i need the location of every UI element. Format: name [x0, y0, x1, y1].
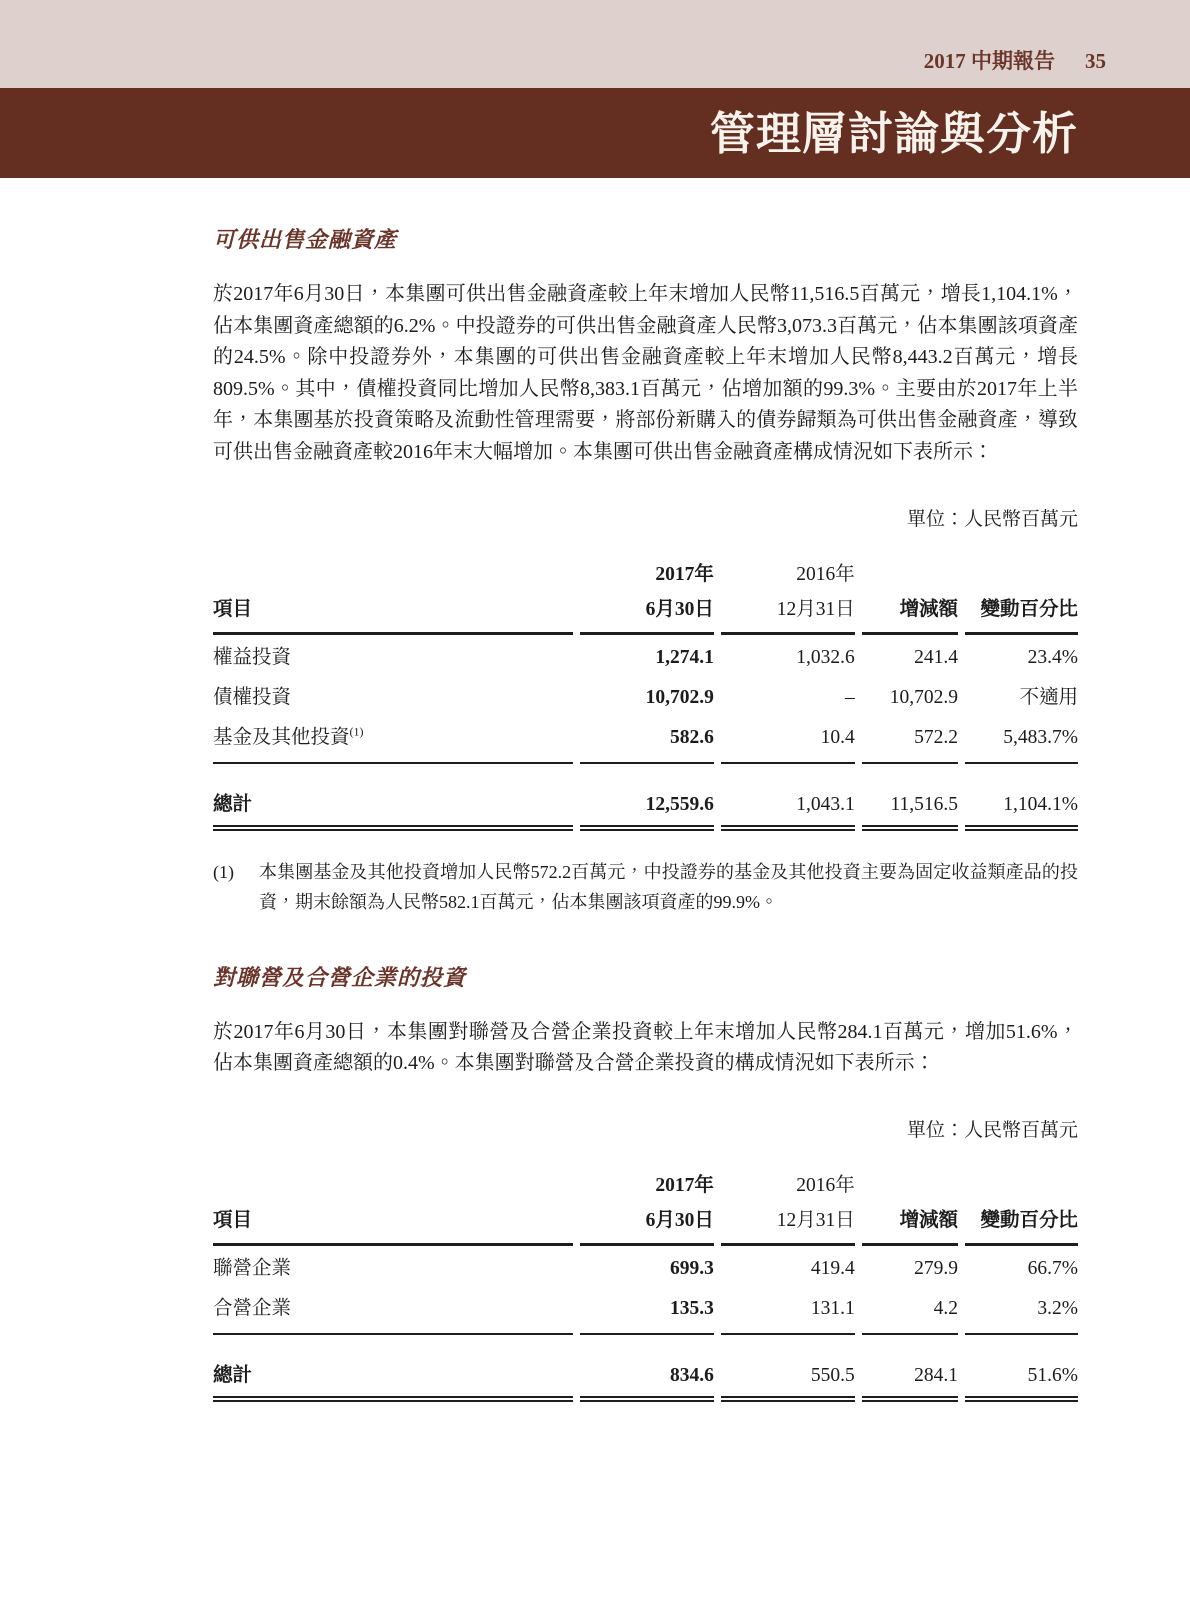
- value-change: 241.4: [914, 646, 958, 668]
- unit-label-afs: 單位：人民幣百萬元: [906, 508, 1078, 530]
- value-pct: 23.4%: [1027, 646, 1078, 668]
- paragraph-jv: 於2017年6月30日，本集團對聯營及合營企業投資較上年末增加人民幣284.1百萬元，增加51.6%，佔本集團資產總額的0.4%。本集團對聯營及合營企業投資的構成情況如下表所示：: [213, 1020, 1078, 1075]
- col-header-date-2016: 12月31日: [721, 1199, 855, 1246]
- empty-cell: [213, 1164, 573, 1199]
- col-header-date-2016: 12月31日: [721, 588, 855, 635]
- page-number: 35: [1085, 49, 1106, 73]
- value-2016: 131.1: [721, 1286, 855, 1335]
- row-label: 聯營企業: [213, 1257, 292, 1279]
- footnote-text: 本集團基金及其他投資增加人民幣572.2百萬元，中投證券的基金及其他投資主要為固定收益類產品的投資，期末餘額為人民幣582.1百萬元，佔本集團該項資產的99.9%。: [259, 861, 1078, 912]
- value-change: 4.2: [862, 1286, 958, 1335]
- empty-cell: [862, 553, 958, 588]
- total-label: 總計: [213, 764, 573, 831]
- value-2017: 699.3: [669, 1257, 714, 1279]
- year-2016-header: 2016年: [796, 563, 855, 585]
- jv-table-year-row: [213, 1164, 1078, 1199]
- value-change: 10,702.9: [889, 686, 958, 708]
- year-2017-header: 2017年: [655, 1174, 714, 1196]
- table-row-debt-investments: [213, 675, 1078, 715]
- table-row-total: [213, 1335, 1078, 1402]
- col-header-change: 增減額: [862, 1199, 958, 1246]
- col-header-item: 項目: [213, 588, 573, 635]
- table-row-total: [213, 764, 1078, 831]
- col-header-change: 增減額: [862, 588, 958, 635]
- value-2016: 1,032.6: [796, 646, 855, 668]
- total-pct: 1,104.1%: [965, 764, 1078, 831]
- jv-table-header-row: [213, 1199, 1078, 1246]
- col-header-date-2017: 6月30日: [580, 1199, 714, 1246]
- footnote-marker: (1): [213, 861, 234, 882]
- total-2016: 550.5: [721, 1335, 855, 1402]
- total-2017: 12,559.6: [580, 764, 714, 831]
- row-label: 債權投資: [213, 686, 292, 708]
- row-label: 基金及其他投資$^{(1)}$: [213, 715, 573, 764]
- report-title-label: 2017 中期報告: [923, 49, 1055, 73]
- value-2017: 10,702.9: [645, 686, 714, 708]
- value-2016: 10.4: [721, 715, 855, 764]
- afs-table-year-row: [213, 553, 1078, 588]
- value-change: 572.2: [862, 715, 958, 764]
- col-header-pct: 變動百分比: [965, 588, 1078, 635]
- page-header-band: [0, 0, 1190, 88]
- col-header-date-2017: 6月30日: [580, 588, 714, 635]
- total-label: 總計: [213, 1335, 573, 1402]
- empty-cell: [965, 553, 1078, 588]
- empty-cell: [965, 1164, 1078, 1199]
- value-pct: 3.2%: [965, 1286, 1078, 1335]
- total-2017: 834.6: [580, 1335, 714, 1402]
- value-pct: 5,483.7%: [965, 715, 1078, 764]
- afs-table: [206, 553, 1085, 831]
- empty-cell: [862, 1164, 958, 1199]
- afs-table-header-row: [213, 588, 1078, 635]
- page-content: [0, 223, 1190, 1402]
- running-header: [924, 45, 1106, 75]
- paragraph-afs: 於2017年6月30日，本集團可供出售金融資產較上年末增加人民幣11,516.5百萬元，增長1,104.1%，佔本集團資產總額的6.2%。中投證券的可供出售金融資產人民幣3,073.3百萬元，佔本集團該項資產的24.5%。除中投證券外，本集團的可供出售金融資產較上年末增加人民幣8,443.2百萬元，增長809.5%。其中，債權投資同比增加人民幣8,383.1百萬元，佔增加額的99.3%。主要由於2017年上半年，本集團基於投資策略及流動性管理需要，將部份新購入的債券歸類為可供出售金融資產，導致可供出售金融資產較2016年末大幅增加。本集團可供出售金融資產構成情況如下表所示：: [213, 283, 1078, 463]
- value-2017: 582.6: [580, 715, 714, 764]
- row-label: 權益投資: [213, 646, 292, 668]
- footnote-1: [213, 857, 1078, 917]
- table-row-joint-ventures: [213, 1286, 1078, 1335]
- section-heading-jv: 對聯營及合營企業的投資: [213, 964, 467, 990]
- value-change: 279.9: [914, 1257, 958, 1279]
- table-row-associates: [213, 1246, 1078, 1286]
- jv-table: [206, 1164, 1085, 1402]
- table-row-equity-investments: [213, 635, 1078, 675]
- total-2016: 1,043.1: [721, 764, 855, 831]
- value-2017: 135.3: [580, 1286, 714, 1335]
- col-header-item: 項目: [213, 1199, 573, 1246]
- col-header-pct: 變動百分比: [965, 1199, 1078, 1246]
- value-pct: 不適用: [1019, 686, 1078, 708]
- value-pct: 66.7%: [1027, 1257, 1078, 1279]
- year-2017-header: 2017年: [655, 563, 714, 585]
- chapter-title: 管理層討論與分析: [709, 109, 1078, 159]
- unit-label-jv: 單位：人民幣百萬元: [906, 1119, 1078, 1141]
- value-2017: 1,274.1: [655, 646, 714, 668]
- total-change: 11,516.5: [862, 764, 958, 831]
- year-2016-header: 2016年: [796, 1174, 855, 1196]
- table-row-funds-other-investments: [213, 715, 1078, 764]
- value-2016: –: [844, 686, 855, 708]
- total-pct: 51.6%: [965, 1335, 1078, 1402]
- value-2016: 419.4: [810, 1257, 855, 1279]
- row-label: 合營企業: [213, 1286, 573, 1335]
- footnote-reference: (1): [349, 724, 364, 739]
- chapter-title-banner: [0, 88, 1190, 178]
- section-heading-afs: 可供出售金融資產: [213, 227, 398, 252]
- empty-cell: [213, 553, 573, 588]
- total-change: 284.1: [862, 1335, 958, 1402]
